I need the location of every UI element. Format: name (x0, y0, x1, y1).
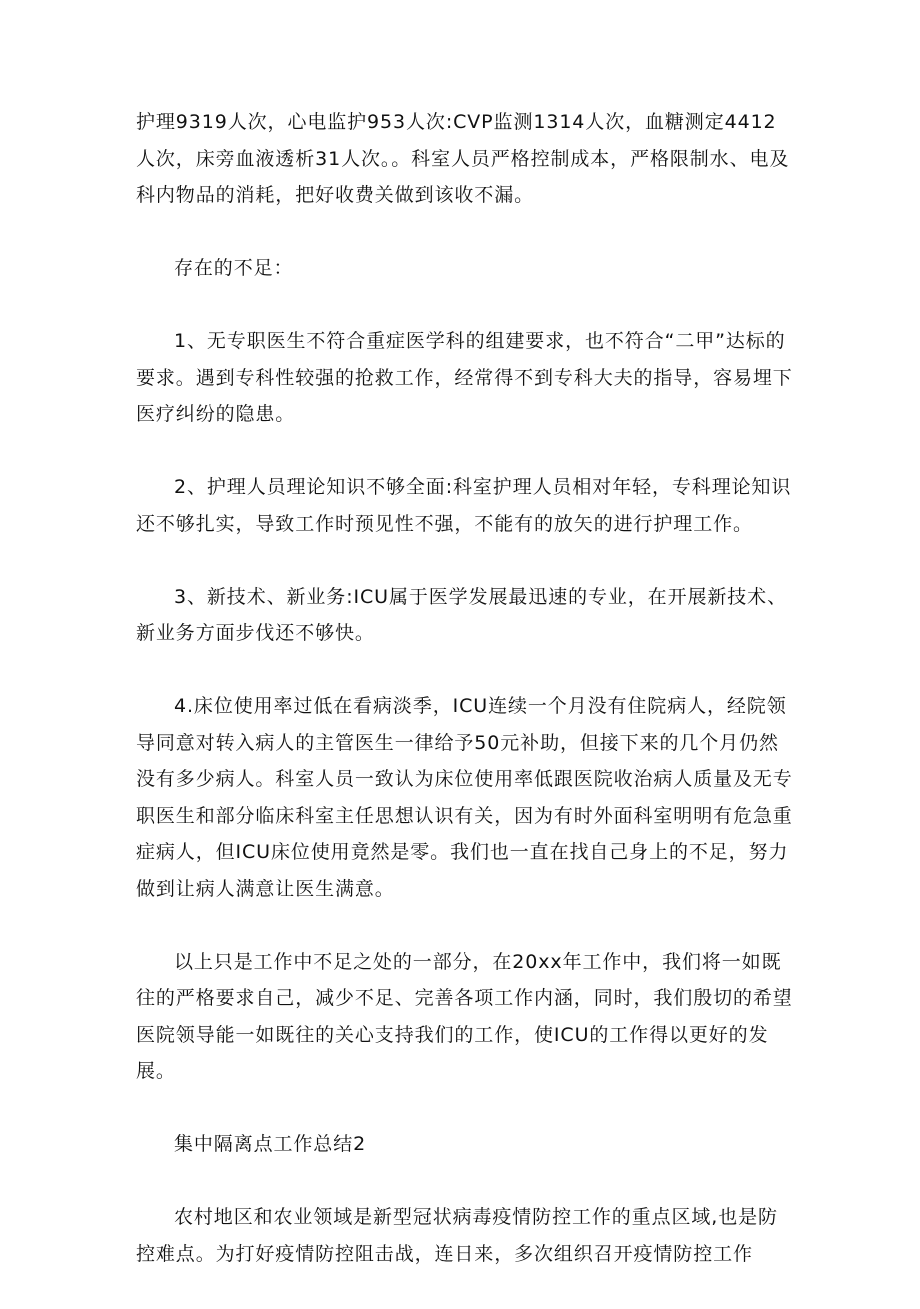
paragraph-item-1: 1、无专职医生不符合重症医学科的组建要求，也不符合“二甲”达标的要求。遇到专科性较强的抢救工作，经常得不到专科大夫的指导，容易埋下医疗纠纷的隐患。 (136, 330, 793, 425)
document-body (136, 104, 796, 1309)
paragraph-item-4: 4.床位使用率过低在看病淡季，ICU连续一个月没有住院病人，经院领导同意对转入病人的主管医生一律给予50元补助，但接下来的几个月仍然没有多少病人。科室人员一致认为床位使用率低跟医院收治病人质量及无专职医生和部分临床科室主任思想认识有关，因为有时外面科室明明有危急重症病人，但ICU床位使用竟然是零。我们也一直在找自己身上的不足，努力做到让病人满意让医生满意。 (136, 695, 793, 900)
paragraph-conclusion: 以上只是工作中不足之处的一部分，在20xx年工作中，我们将一如既往的严格要求自己，减少不足、完善各项工作内涵，同时，我们殷切的希望医院领导能一如既往的关心支持我们的工作，使ICU的工作得以更好的发展。 (136, 950, 793, 1082)
paragraph-intro-stats: 护理9319人次，心电监护953人次:CVP监测1314人次，血糖测定4412人次，床旁血液透析31人次。。科室人员严格控制成本，严格限制水、电及科内物品的消耗，把好收费关做到该收不漏。 (136, 111, 790, 206)
paragraph-shortcomings-heading: 存在的不足： (174, 257, 294, 279)
paragraph-rural-intro: 农村地区和农业领域是新型冠状病毒疫情防控工作的重点区域,也是防控难点。为打好疫情防控阻击战，连日来，多次组织召开疫情防控工作 (136, 1206, 778, 1265)
section-title: 集中隔离点工作总结2 (174, 1133, 367, 1155)
paragraph-item-3: 3、新技术、新业务:ICU属于医学发展最迅速的专业，在开展新技术、新业务方面步伐还不够快。 (136, 585, 787, 644)
paragraph-item-2: 2、护理人员理论知识不够全面:科室护理人员相对年轻，专科理论知识还不够扎实，导致工作时预见性不强，不能有的放矢的进行护理工作。 (136, 476, 792, 535)
